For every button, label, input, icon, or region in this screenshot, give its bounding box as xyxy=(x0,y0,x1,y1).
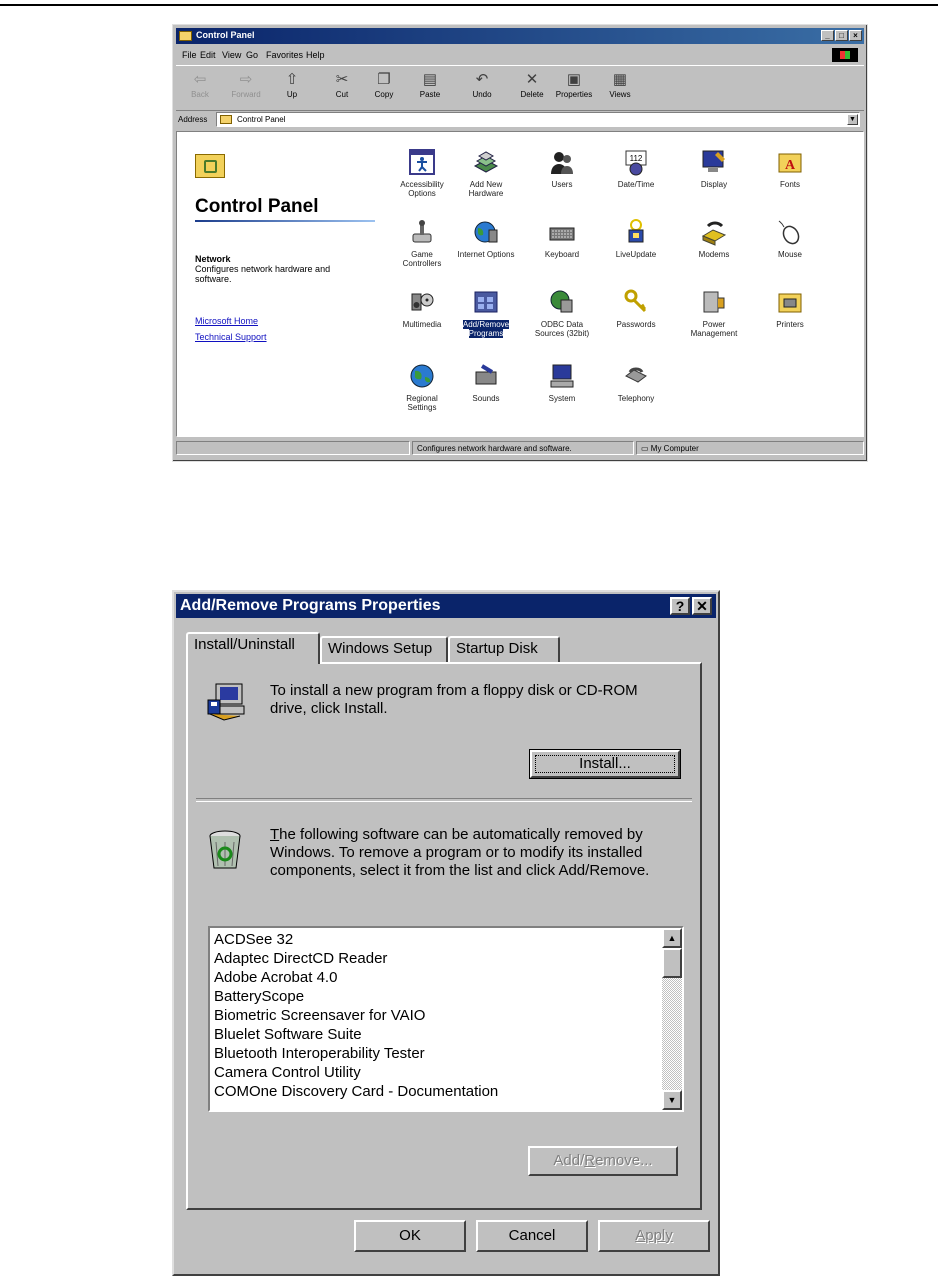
forward-arrow-icon: ⇨ xyxy=(239,71,253,88)
status-panel-empty xyxy=(176,441,410,455)
menu-favorites[interactable]: Favorites xyxy=(266,50,304,60)
tab-install-uninstall[interactable]: Install/Uninstall xyxy=(186,632,320,664)
installed-programs-list[interactable] xyxy=(208,926,684,1112)
control-panel-folder-icon xyxy=(220,115,232,124)
modem-icon xyxy=(700,218,728,246)
menu-go[interactable]: Go xyxy=(246,50,259,60)
list-item[interactable]: Bluetooth Interoperability Tester xyxy=(214,1045,425,1062)
fonts-icon xyxy=(776,148,804,176)
cp-item-passwords[interactable]: Passwords xyxy=(605,288,667,329)
windows-logo-icon xyxy=(832,48,858,62)
cp-item-sounds[interactable]: Sounds xyxy=(455,362,517,403)
menu-view[interactable]: View xyxy=(222,50,242,60)
close-button[interactable]: × xyxy=(849,30,862,41)
printer-icon xyxy=(776,288,804,316)
list-item[interactable]: COMOne Discovery Card - Documentation xyxy=(214,1083,499,1100)
address-label: Address xyxy=(178,115,208,124)
views-button[interactable]: ▦ Views xyxy=(598,70,642,99)
menu-file[interactable]: File xyxy=(182,50,197,60)
cp-item-modems[interactable]: Modems xyxy=(683,218,745,259)
users-icon xyxy=(548,148,576,176)
list-item[interactable]: Adaptec DirectCD Reader xyxy=(214,950,388,967)
database-icon xyxy=(548,288,576,316)
window-title: Control Panel xyxy=(196,30,255,40)
add-remove-button[interactable]: Add/Remove... xyxy=(528,1146,678,1176)
list-item[interactable]: Biometric Screensaver for VAIO xyxy=(214,1007,426,1024)
remove-instructions: The following software can be automatically removed by Windows. To remove a program or to modify its installed components, select it from the list and click Add/Remove. xyxy=(270,826,650,879)
address-bar xyxy=(176,111,864,129)
status-location: ▭ My Computer xyxy=(636,441,864,455)
recycle-bin-icon xyxy=(206,828,244,872)
cp-item-internet-options[interactable]: Internet Options xyxy=(455,218,517,259)
list-item[interactable]: Adobe Acrobat 4.0 xyxy=(214,969,338,986)
list-item[interactable]: BatteryScope xyxy=(214,988,305,1005)
cp-item-add-remove-programs[interactable]: Add/Remove Programs xyxy=(455,288,517,338)
copy-button[interactable]: ❐ Copy xyxy=(362,70,406,99)
calendar-icon xyxy=(622,148,650,176)
cp-item-multimedia[interactable]: Multimedia xyxy=(391,288,453,329)
keyboard-icon xyxy=(548,218,576,246)
install-uninstall-panel xyxy=(186,662,702,1210)
tab-startup-disk[interactable]: Startup Disk xyxy=(448,636,560,662)
list-item[interactable]: Camera Control Utility xyxy=(214,1064,361,1081)
cp-item-add-new-hardware[interactable]: Add New Hardware xyxy=(455,148,517,198)
forward-button[interactable]: ⇨ Forward xyxy=(224,70,268,99)
keys-icon xyxy=(622,288,650,316)
cp-item-keyboard[interactable]: Keyboard xyxy=(531,218,593,259)
maximize-button[interactable]: □ xyxy=(835,30,848,41)
web-view-pane xyxy=(177,132,377,436)
power-icon xyxy=(700,288,728,316)
cp-item-accessibility[interactable]: Accessibility Options xyxy=(391,148,453,198)
cut-button[interactable]: ✂ Cut xyxy=(320,70,364,99)
copy-icon: ❐ xyxy=(377,71,391,88)
cp-item-printers[interactable]: Printers xyxy=(759,288,821,329)
accessibility-icon xyxy=(408,148,436,176)
back-arrow-icon: ⇦ xyxy=(193,71,207,88)
sound-icon xyxy=(472,362,500,390)
selected-item-name: Network xyxy=(195,254,231,264)
apply-button[interactable]: Apply xyxy=(598,1220,710,1252)
tab-windows-setup[interactable]: Windows Setup xyxy=(320,636,448,662)
delete-button[interactable]: ✕ Delete xyxy=(510,70,554,99)
add-remove-icon xyxy=(472,288,500,316)
views-icon: ▦ xyxy=(612,71,628,88)
up-button[interactable]: ⇧ Up xyxy=(270,70,314,99)
menu-help[interactable]: Help xyxy=(306,50,325,60)
menu-edit[interactable]: Edit xyxy=(200,50,216,60)
up-folder-icon: ⇧ xyxy=(285,71,299,88)
cp-item-system[interactable]: System xyxy=(531,362,593,403)
cp-item-power-management[interactable]: Power Management xyxy=(683,288,745,338)
delete-x-icon: ✕ xyxy=(525,71,539,88)
paste-button[interactable]: ▤ Paste xyxy=(408,70,452,99)
properties-icon: ▣ xyxy=(566,71,582,88)
menu-bar xyxy=(176,47,864,63)
cp-item-fonts[interactable]: A Fonts xyxy=(759,148,821,189)
globe-icon xyxy=(408,362,436,390)
scroll-thumb[interactable] xyxy=(662,948,682,978)
cp-item-mouse[interactable]: Mouse xyxy=(759,218,821,259)
cp-item-liveupdate[interactable]: LiveUpdate xyxy=(605,218,667,259)
svg-text:A: A xyxy=(784,158,796,173)
multimedia-icon xyxy=(408,288,436,316)
paste-icon: ▤ xyxy=(422,71,438,88)
scroll-down-button[interactable]: ▼ xyxy=(662,1090,682,1110)
status-bar xyxy=(176,439,864,457)
ok-button[interactable]: OK xyxy=(354,1220,466,1252)
cp-item-telephony[interactable]: Telephony xyxy=(605,362,667,403)
back-button[interactable]: ⇦ Back xyxy=(178,70,222,99)
joystick-icon xyxy=(408,218,436,246)
computer-icon xyxy=(548,362,576,390)
add-remove-programs-dialog xyxy=(172,590,720,1276)
page-top-rule xyxy=(0,4,938,6)
mouse-icon xyxy=(776,218,804,246)
undo-button[interactable]: ↶ Undo xyxy=(460,70,504,99)
list-item[interactable]: Bluelet Software Suite xyxy=(214,1026,362,1043)
status-text: Configures network hardware and software. xyxy=(412,441,634,455)
scissors-icon: ✂ xyxy=(335,71,349,88)
scroll-up-button[interactable]: ▲ xyxy=(662,928,682,948)
dialog-title: Add/Remove Programs Properties xyxy=(180,597,441,614)
control-panel-titlebar[interactable] xyxy=(176,28,864,44)
cp-item-odbc[interactable]: ODBC Data Sources (32bit) xyxy=(531,288,593,338)
install-computer-icon xyxy=(206,682,246,724)
control-panel-window xyxy=(172,24,868,462)
cp-item-users[interactable]: Users xyxy=(531,148,593,189)
liveupdate-icon xyxy=(622,218,650,246)
undo-icon: ↶ xyxy=(475,71,489,88)
svg-text:112: 112 xyxy=(629,154,643,163)
cp-item-game-controllers[interactable]: Game Controllers xyxy=(391,218,453,268)
folder-icon xyxy=(179,31,192,41)
display-icon xyxy=(700,148,728,176)
globe-icon xyxy=(472,218,500,246)
help-button[interactable]: ? xyxy=(670,597,690,615)
technical-support-link[interactable]: Technical Support xyxy=(195,332,267,342)
cancel-button[interactable]: Cancel xyxy=(476,1220,588,1252)
close-button[interactable]: ✕ xyxy=(692,597,712,615)
microsoft-home-link[interactable]: Microsoft Home xyxy=(195,316,259,326)
dialog-titlebar[interactable] xyxy=(176,594,716,618)
properties-button[interactable]: ▣ Properties xyxy=(552,70,596,99)
list-item[interactable]: ACDSee 32 xyxy=(214,931,294,948)
cp-item-date-time[interactable]: 112 Date/Time xyxy=(605,148,667,189)
minimize-button[interactable]: _ xyxy=(821,30,834,41)
my-computer-icon: ▭ xyxy=(641,444,651,453)
cp-item-regional-settings[interactable]: Regional Settings xyxy=(391,362,453,412)
heading-rule xyxy=(195,220,375,222)
hardware-icon xyxy=(472,148,500,176)
section-separator xyxy=(196,798,692,802)
address-dropdown-button[interactable]: ▼ xyxy=(847,114,858,125)
control-panel-content xyxy=(176,131,864,437)
telephone-icon xyxy=(622,362,650,390)
install-button-focus xyxy=(535,755,675,773)
install-button[interactable]: Install... xyxy=(530,750,680,778)
install-instructions: To install a new program from a floppy disk or CD-ROM drive, click Install. xyxy=(270,682,638,717)
cp-item-display[interactable]: Display xyxy=(683,148,745,189)
address-input[interactable]: Control Panel ▼ xyxy=(216,112,860,127)
list-scrollbar[interactable] xyxy=(662,928,682,1110)
selected-item-description: Configures network hardware and software. xyxy=(195,264,331,284)
toolbar xyxy=(176,65,864,111)
pane-heading: Control Panel xyxy=(195,196,319,217)
control-panel-big-icon xyxy=(195,154,225,178)
